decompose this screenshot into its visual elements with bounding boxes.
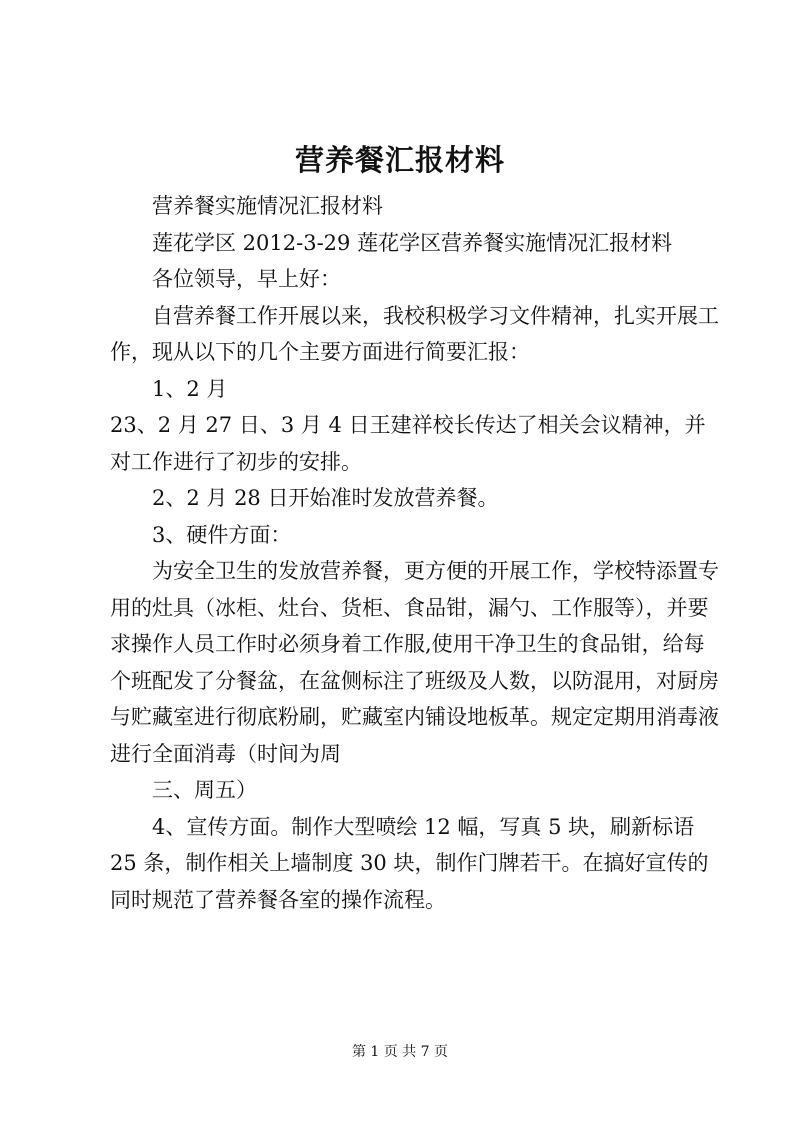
- paragraph-item-3: 3、硬件方面：: [152, 522, 292, 547]
- paragraph-intro: 自营养餐工作开展以来，我校积极学习文件精神，扎实开展工作，现从以下的几个主要方面进行简要汇报：: [110, 303, 719, 364]
- paragraph-subtitle: 营养餐实施情况汇报材料: [152, 194, 383, 218]
- paragraph-item-1: 1、2 月: [152, 376, 228, 401]
- paragraph-days: 三、周五）: [152, 778, 257, 802]
- document-body: [110, 188, 720, 918]
- document-title: 营养餐汇报材料: [294, 143, 505, 177]
- paragraph-greeting: 各位领导，早上好：: [152, 267, 341, 291]
- paragraph-meetings: 23、2 月 27 日、3 月 4 日王建祥校长传达了相关会议精神，并对工作进行了初步的安排。: [110, 413, 706, 474]
- page-number-footer: 第 1 页 共 7 页: [351, 1044, 449, 1060]
- paragraph-item-4: 4、宣传方面。制作大型喷绘 12 幅，写真 5 块，刷新标语 25 条，制作相关上墙制度 30 块，制作门牌若干。在搞好宣传的同时规范了营养餐各室的操作流程。: [110, 814, 709, 912]
- paragraph-hardware: 为安全卫生的发放营养餐，更方便的开展工作，学校特添置专用的灶具（冰柜、灶台、货柜、食品钳，漏勺、工作服等），并要求操作人员工作时必须身着工作服,使用干净卫生的食品钳，给每个班配发了分餐盆，在盆侧标注了班级及人数，以防混用，对厨房与贮藏室进行彻底粉刷，贮藏室内铺设地板革。规定定期用消毒液进行全面消毒（时间为周: [110, 559, 719, 766]
- paragraph-item-2: 2、2 月 28 日开始准时发放营养餐。: [152, 486, 499, 510]
- paragraph-source-date: 莲花学区 2012-3-29 莲花学区营养餐实施情况汇报材料: [152, 230, 673, 255]
